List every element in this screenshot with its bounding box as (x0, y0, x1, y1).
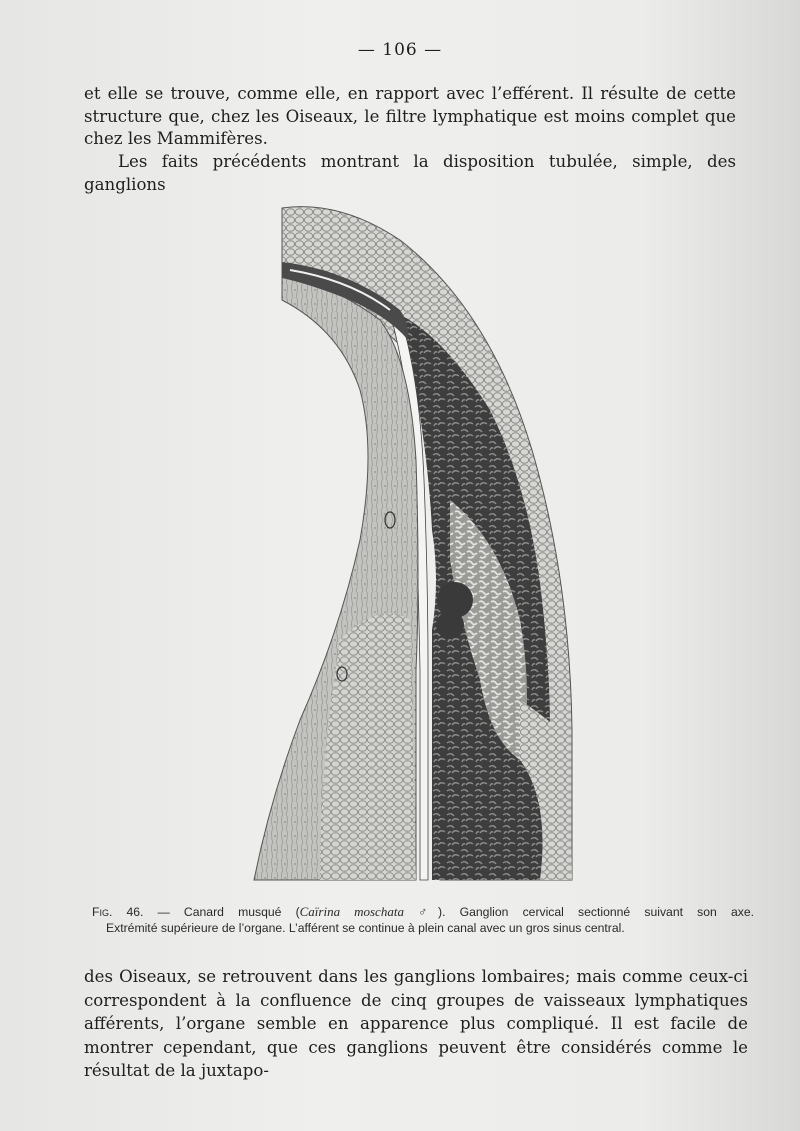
figure-label: Fig. 46. (92, 905, 144, 919)
page-number: — 106 — (357, 40, 443, 60)
sex-symbol: ♂ (418, 905, 439, 919)
paragraph-1: et elle se trouve, comme elle, en rapport avec l’efférent. Il résulte de cette structure que, chez les Oiseaux, le filtre lymphatique est moins complet que chez les Mammifères. (84, 84, 736, 148)
figure-illustration (250, 200, 590, 888)
figure-caption (92, 904, 754, 936)
caption-part-1: — Canard musqué ( (143, 905, 300, 919)
paragraph-2: Les faits précédents montrant la disposition tubulée, simple, des ganglions (84, 152, 736, 194)
caption-line-2: Extrémité supérieure de l’organe. L’afférent se continue à plein canal avec un gros sinus central. (106, 920, 625, 935)
caption-line-1 (92, 904, 754, 921)
ganglion-section-illustration (250, 200, 590, 888)
caption-part-2: ). Ganglion cervical sectionné suivant son axe. (438, 905, 754, 919)
species-name: Caïrina moschata (299, 904, 404, 919)
paragraph-3: des Oiseaux, se retrouvent dans les ganglions lombaires; mais comme ceux-ci correspondent à la confluence de cinq groupes de vaisseaux lymphatiques afférents, l’organe semble en apparence plus compliqué. Il est facile de montrer cependant, que ces ganglions peuvent être considérés comme le résultat de la juxtapo- (84, 967, 748, 1080)
